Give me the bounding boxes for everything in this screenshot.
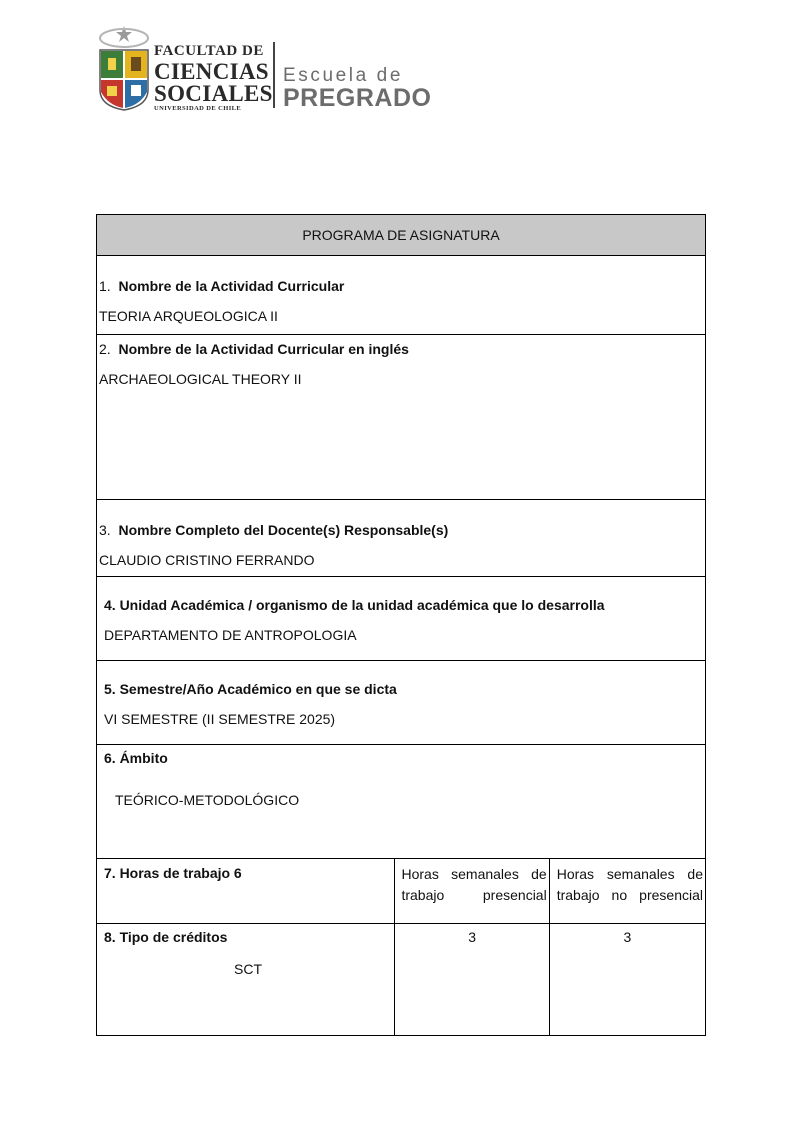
section-2 <box>97 335 706 500</box>
section-2-label: Nombre de la Actividad Curricular en inglés <box>118 341 409 357</box>
credits-type-value: SCT <box>234 961 262 977</box>
section-3-value: CLAUDIO CRISTINO FERRANDO <box>99 552 315 568</box>
credits-nonpresential-value: 3 <box>623 929 632 945</box>
section-5-value: VI SEMESTRE (II SEMESTRE 2025) <box>104 711 336 727</box>
table-title: PROGRAMA DE ASIGNATURA <box>97 215 706 256</box>
school-name <box>283 66 431 111</box>
section-1-value: TEORIA ARQUEOLOGICA II <box>99 308 278 324</box>
course-program-table <box>96 214 706 1036</box>
section-1-label: Nombre de la Actividad Curricular <box>118 278 345 294</box>
section-2-number: 2. <box>99 341 111 357</box>
credits-label: 8. Tipo de créditos <box>104 929 228 945</box>
hours-label: 7. Horas de trabajo 6 <box>104 865 242 881</box>
faculty-line-2: CIENCIAS <box>154 59 269 84</box>
university-name: UNIVERSIDAD DE CHILE <box>154 105 242 112</box>
credits-cell <box>97 924 395 1036</box>
section-5-label: 5. Semestre/Año Académico en que se dicta <box>104 681 397 697</box>
faculty-logo <box>96 24 436 114</box>
section-3 <box>97 500 706 577</box>
logo-divider <box>273 42 275 108</box>
hours-nonpresential-header <box>549 859 705 924</box>
section-1 <box>97 256 706 335</box>
section-6-value: TEÓRICO-METODOLÓGICO <box>115 792 300 808</box>
section-6 <box>97 745 706 859</box>
hours-label-cell <box>97 859 395 924</box>
section-6-label: 6. Ámbito <box>104 750 168 766</box>
hours-presential-label: Horas semanales de trabajo presencial <box>401 866 547 903</box>
section-4 <box>97 577 706 661</box>
university-crest-icon <box>96 24 152 112</box>
section-3-number: 3. <box>99 522 111 538</box>
section-5 <box>97 661 706 745</box>
credits-presential-hours <box>395 924 549 1036</box>
school-line-1: Escuela de <box>283 65 404 86</box>
section-2-value: ARCHAEOLOGICAL THEORY II <box>99 371 302 387</box>
section-4-value: DEPARTAMENTO DE ANTROPOLOGIA <box>104 627 357 643</box>
school-line-2: PREGRADO <box>283 84 432 112</box>
credits-presential-value: 3 <box>468 929 476 945</box>
section-3-label: Nombre Completo del Docente(s) Responsable(s) <box>118 522 449 538</box>
hours-presential-header <box>395 859 549 924</box>
section-4-label: 4. Unidad Académica / organismo de la unidad académica que lo desarrolla <box>104 597 605 613</box>
faculty-line-3: SOCIALES <box>154 81 273 106</box>
section-1-number: 1. <box>99 278 111 294</box>
faculty-line-1: FACULTAD DE <box>154 43 264 59</box>
credits-nonpresential-hours <box>549 924 705 1036</box>
faculty-name <box>154 44 273 113</box>
hours-nonpresential-label: Horas semanales de trabajo no presencial <box>556 866 703 903</box>
